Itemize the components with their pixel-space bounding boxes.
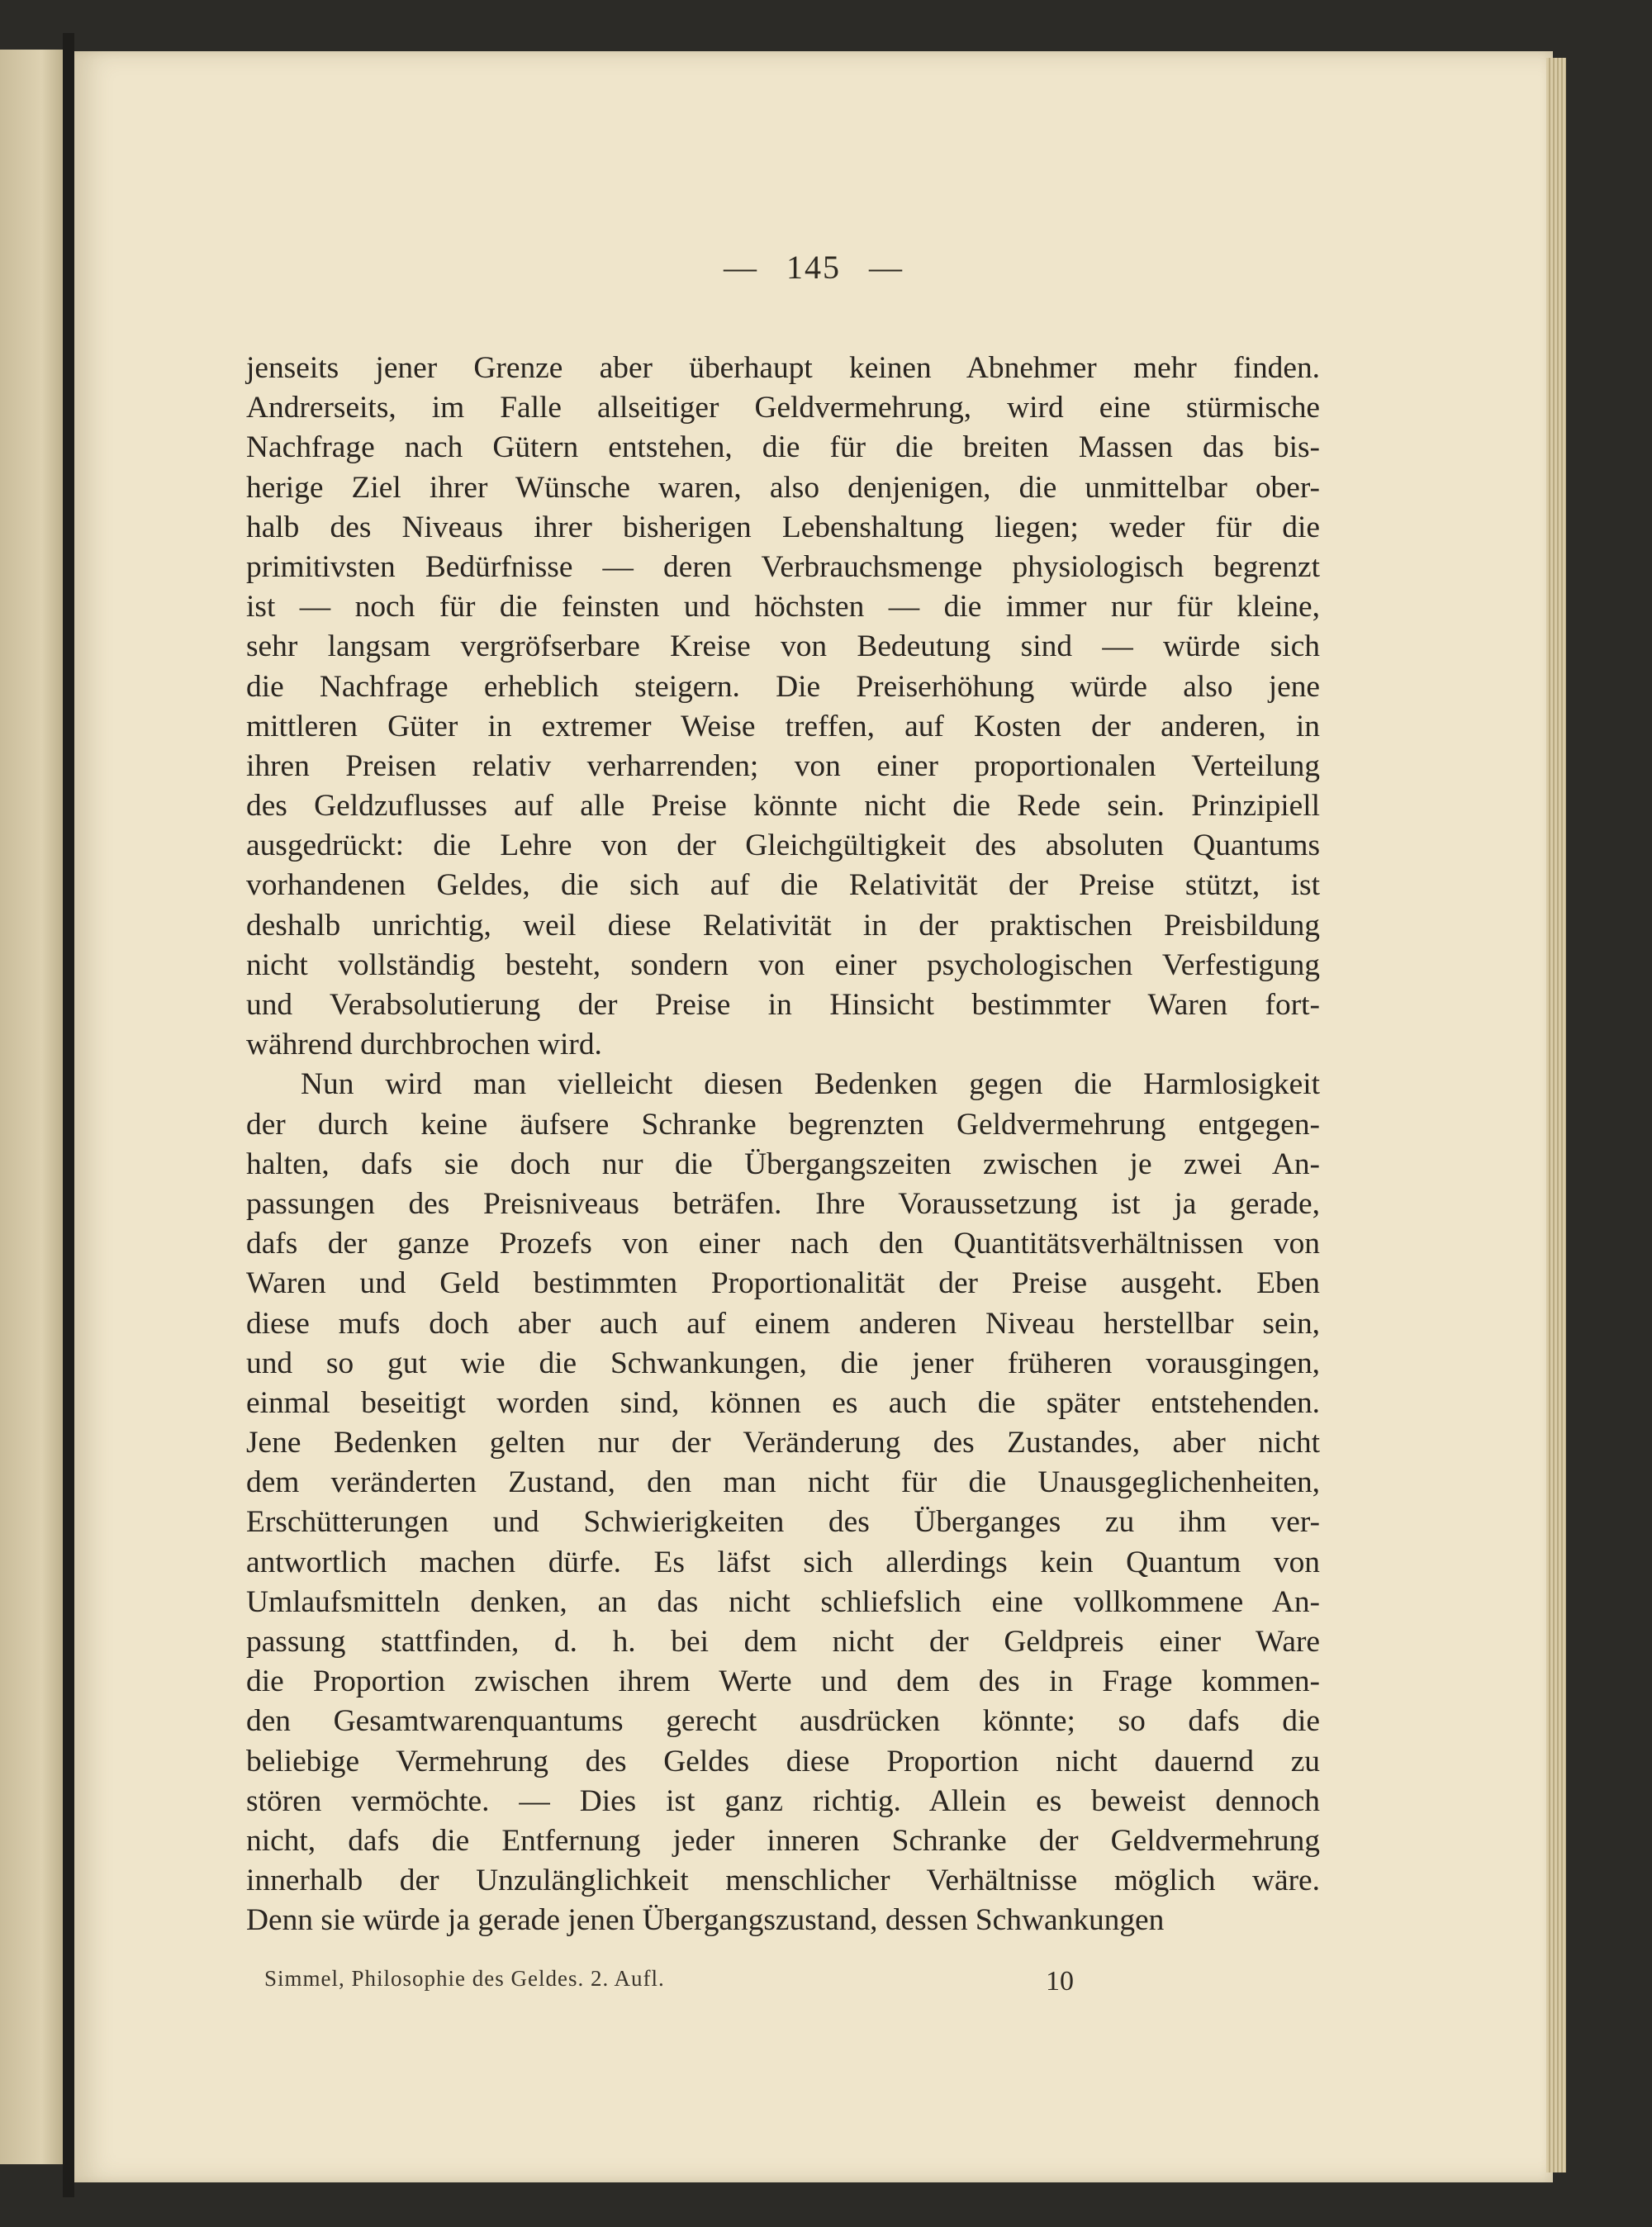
text-line: während durchbrochen wird. — [246, 1028, 602, 1062]
text-line: beliebige Vermehrung des Geldes diese Proportion nicht dauernd zu — [246, 1744, 1320, 1778]
text-line: sehr langsam vergröfserbare Kreise von Bedeutung sind — würde sich — [246, 629, 1320, 664]
text-line: Nachfrage nach Gütern entstehen, die für die breiten Massen das bis- — [246, 430, 1320, 465]
text-line: jenseits jener Grenze aber überhaupt keinen Abnehmer mehr finden. — [246, 351, 1320, 385]
header-dash-left: — — [724, 249, 758, 286]
text-line: des Geldzuflusses auf alle Preise könnte nicht die Rede sein. Prinzipiell — [246, 789, 1320, 824]
text-line: Umlaufsmitteln denken, an das nicht schliefslich eine vollkommene An- — [246, 1584, 1320, 1619]
text-line: nicht, dafs die Entfernung jeder inneren Schranke der Geldvermehrung — [246, 1823, 1320, 1858]
signature-mark: 10 — [1046, 1966, 1074, 1997]
text-line: Jene Bedenken gelten nur der Veränderung des Zustandes, aber nicht — [246, 1426, 1320, 1460]
book-gutter — [63, 33, 74, 2197]
page-edges — [1546, 58, 1566, 2172]
text-line: antwortlich machen dürfe. Es läfst sich allerdings kein Quantum von — [246, 1545, 1320, 1579]
text-line: Waren und Geld bestimmten Proportionalität der Preise ausgeht. Eben — [246, 1266, 1320, 1301]
text-line: halb des Niveaus ihrer bisherigen Lebenshaltung liegen; weder für die — [246, 510, 1320, 544]
text-line: primitivsten Bedürfnisse — deren Verbrauchsmenge physiologisch begrenzt — [246, 549, 1320, 584]
text-line: die Proportion zwischen ihrem Werte und dem des in Frage kommen- — [246, 1664, 1320, 1699]
text-line: diese mufs doch aber auch auf einem anderen Niveau herstellbar sein, — [246, 1306, 1320, 1341]
text-line: der durch keine äufsere Schranke begrenzten Geldvermehrung entgegen- — [246, 1107, 1320, 1142]
text-line: ist — noch für die feinsten und höchsten — die immer nur für kleine, — [246, 590, 1320, 624]
footer-citation: Simmel, Philosophie des Geldes. 2. Aufl. — [264, 1966, 665, 1991]
left-page-edge — [0, 50, 69, 2164]
book-page — [74, 51, 1553, 2182]
text-line: dafs der ganze Prozefs von einer nach den Quantitätsverhältnissen von — [246, 1227, 1320, 1261]
page-number-header — [74, 248, 1553, 287]
text-line: Nun wird man vielleicht diesen Bedenken gegen die Harmlosigkeit — [301, 1067, 1320, 1102]
text-line: einmal beseitigt worden sind, können es auch die später entstehenden. — [246, 1385, 1320, 1420]
header-dash-right: — — [869, 249, 904, 286]
text-line: dem veränderten Zustand, den man nicht für die Unausgeglichenheiten, — [246, 1465, 1320, 1500]
text-line: herige Ziel ihrer Wünsche waren, also denjenigen, die unmittelbar ober- — [246, 470, 1320, 505]
text-line: innerhalb der Unzulänglichkeit menschlicher Verhältnisse möglich wäre. — [246, 1864, 1320, 1898]
text-line: Denn sie würde ja gerade jenen Übergangszustand, dessen Schwankungen — [246, 1903, 1165, 1938]
text-line: mittleren Güter in extremer Weise treffen, auf Kosten der anderen, in — [246, 709, 1320, 743]
text-line: vorhandenen Geldes, die sich auf die Relativität der Preise stützt, ist — [246, 868, 1320, 903]
text-line: den Gesamtwarenquantums gerecht ausdrücken könnte; so dafs die — [246, 1704, 1320, 1739]
body-text — [246, 349, 1320, 1941]
text-line: deshalb unrichtig, weil diese Relativität in der praktischen Preisbildung — [246, 908, 1320, 943]
text-line: ihren Preisen relativ verharrenden; von einer proportionalen Verteilung — [246, 748, 1320, 783]
text-line: passungen des Preisniveaus beträfen. Ihre Voraussetzung ist ja gerade, — [246, 1186, 1320, 1221]
text-line: und Verabsolutierung der Preise in Hinsicht bestimmter Waren fort- — [246, 988, 1320, 1022]
text-line: und so gut wie die Schwankungen, die jener früheren vorausgingen, — [246, 1346, 1320, 1380]
text-line: die Nachfrage erheblich steigern. Die Preiserhöhung würde also jene — [246, 669, 1320, 704]
text-line: nicht vollständig besteht, sondern von einer psychologischen Verfestigung — [246, 947, 1320, 982]
text-line: passung stattfinden, d. h. bei dem nicht der Geldpreis einer Ware — [246, 1625, 1320, 1659]
text-line: Andrerseits, im Falle allseitiger Geldvermehrung, wird eine stürmische — [246, 391, 1320, 425]
text-line: Erschütterungen und Schwierigkeiten des Überganges zu ihm ver- — [246, 1505, 1320, 1540]
page-number: 145 — [786, 249, 841, 286]
text-line: ausgedrückt: die Lehre von der Gleichgültigkeit des absoluten Quantums — [246, 829, 1320, 863]
text-line: halten, dafs sie doch nur die Übergangszeiten zwischen je zwei An- — [246, 1147, 1320, 1181]
text-line: stören vermöchte. — Dies ist ganz richtig. Allein es beweist dennoch — [246, 1783, 1320, 1818]
